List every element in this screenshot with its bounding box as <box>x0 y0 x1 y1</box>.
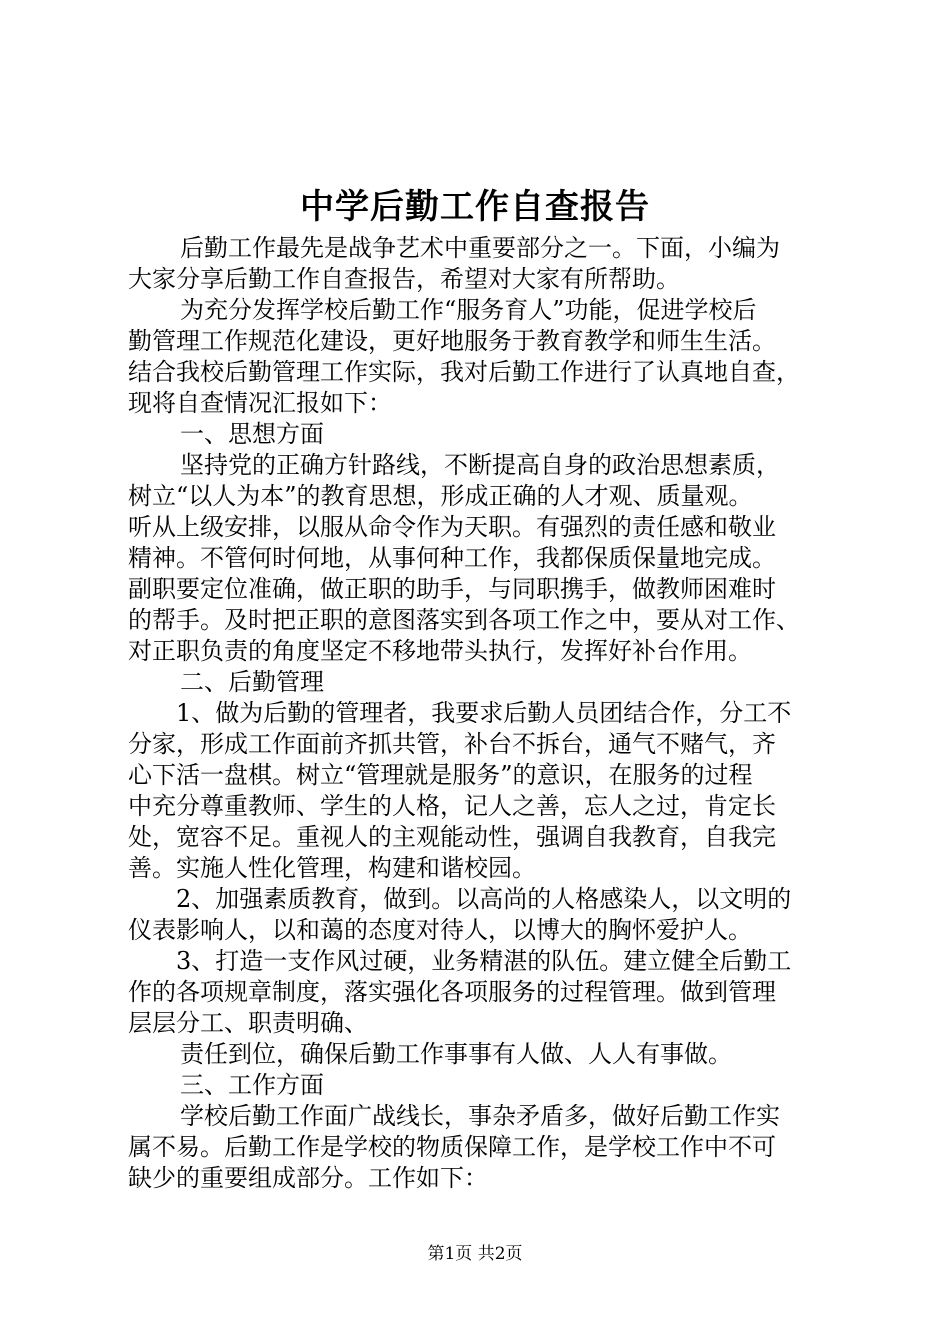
text-line: 的帮手。及时把正职的意图落实到各项工作之中，要从对工作、 <box>128 606 800 634</box>
text-line: 善。实施人性化管理，构建和谐校园。 <box>128 854 536 882</box>
text-line: 责任到位，确保后勤工作事事有人做、人人有事做。 <box>180 1040 732 1068</box>
text-line: 结合我校后勤管理工作实际，我对后勤工作进行了认真地自查， <box>128 358 800 386</box>
text-line: 后勤工作最先是战争艺术中重要部分之一。下面，小编为 <box>180 234 780 262</box>
text-line: 三、工作方面 <box>180 1071 324 1099</box>
text-line: 坚持党的正确方针路线，不断提高自身的政治思想素质， <box>180 451 780 479</box>
text-line: 树立“以人为本”的教育思想，形成正确的人才观、质量观。 <box>128 482 753 510</box>
text-line: 1、做为后勤的管理者，我要求后勤人员团结合作，分工不 <box>176 699 792 727</box>
text-line: 心下活一盘棋。树立“管理就是服务”的意识，在服务的过程 <box>128 761 753 789</box>
text-line: 作的各项规章制度，落实强化各项服务的过程管理。做到管理 <box>128 978 776 1006</box>
text-line: 属不易。后勤工作是学校的物质保障工作，是学校工作中不可 <box>128 1133 776 1161</box>
document-title: 中学后勤工作自查报告 <box>300 187 650 227</box>
text-line: 3、打造一支作风过硬，业务精湛的队伍。建立健全后勤工 <box>176 947 792 975</box>
text-line: 仪表影响人，以和蔼的态度对待人，以博大的胸怀爱护人。 <box>128 916 752 944</box>
text-line: 大家分享后勤工作自查报告，希望对大家有所帮助。 <box>128 265 680 293</box>
text-line: 层层分工、职责明确、 <box>128 1009 368 1037</box>
text-line: 一、思想方面 <box>180 420 324 448</box>
text-line: 2、加强素质教育，做到。以高尚的人格感染人，以文明的 <box>176 885 792 913</box>
text-line: 勤管理工作规范化建设，更好地服务于教育教学和师生生活。 <box>128 327 776 355</box>
text-line: 缺少的重要组成部分。工作如下： <box>128 1164 488 1192</box>
page-footer: 第1页 共2页 <box>427 1244 523 1264</box>
text-line: 现将自查情况汇报如下： <box>128 389 392 417</box>
text-line: 精神。不管何时何地，从事何种工作，我都保质保量地完成。 <box>128 544 776 572</box>
text-line: 学校后勤工作面广战线长，事杂矛盾多，做好后勤工作实 <box>180 1102 780 1130</box>
document-body <box>128 233 828 1194</box>
text-line: 副职要定位准确，做正职的助手，与同职携手，做教师困难时 <box>128 575 776 603</box>
text-line: 听从上级安排，以服从命令作为天职。有强烈的责任感和敬业 <box>128 513 776 541</box>
text-line: 分家，形成工作面前齐抓共管，补台不拆台，通气不赌气，齐 <box>128 730 776 758</box>
text-line: 对正职负责的角度坚定不移地带头执行，发挥好补台作用。 <box>128 637 752 665</box>
text-line: 为充分发挥学校后勤工作“服务育人”功能，促进学校后 <box>180 296 757 324</box>
text-line: 二、后勤管理 <box>180 668 324 696</box>
text-line: 中充分尊重教师、学生的人格，记人之善，忘人之过，肯定长 <box>128 792 776 820</box>
text-line: 处，宽容不足。重视人的主观能动性，强调自我教育，自我完 <box>128 823 776 851</box>
